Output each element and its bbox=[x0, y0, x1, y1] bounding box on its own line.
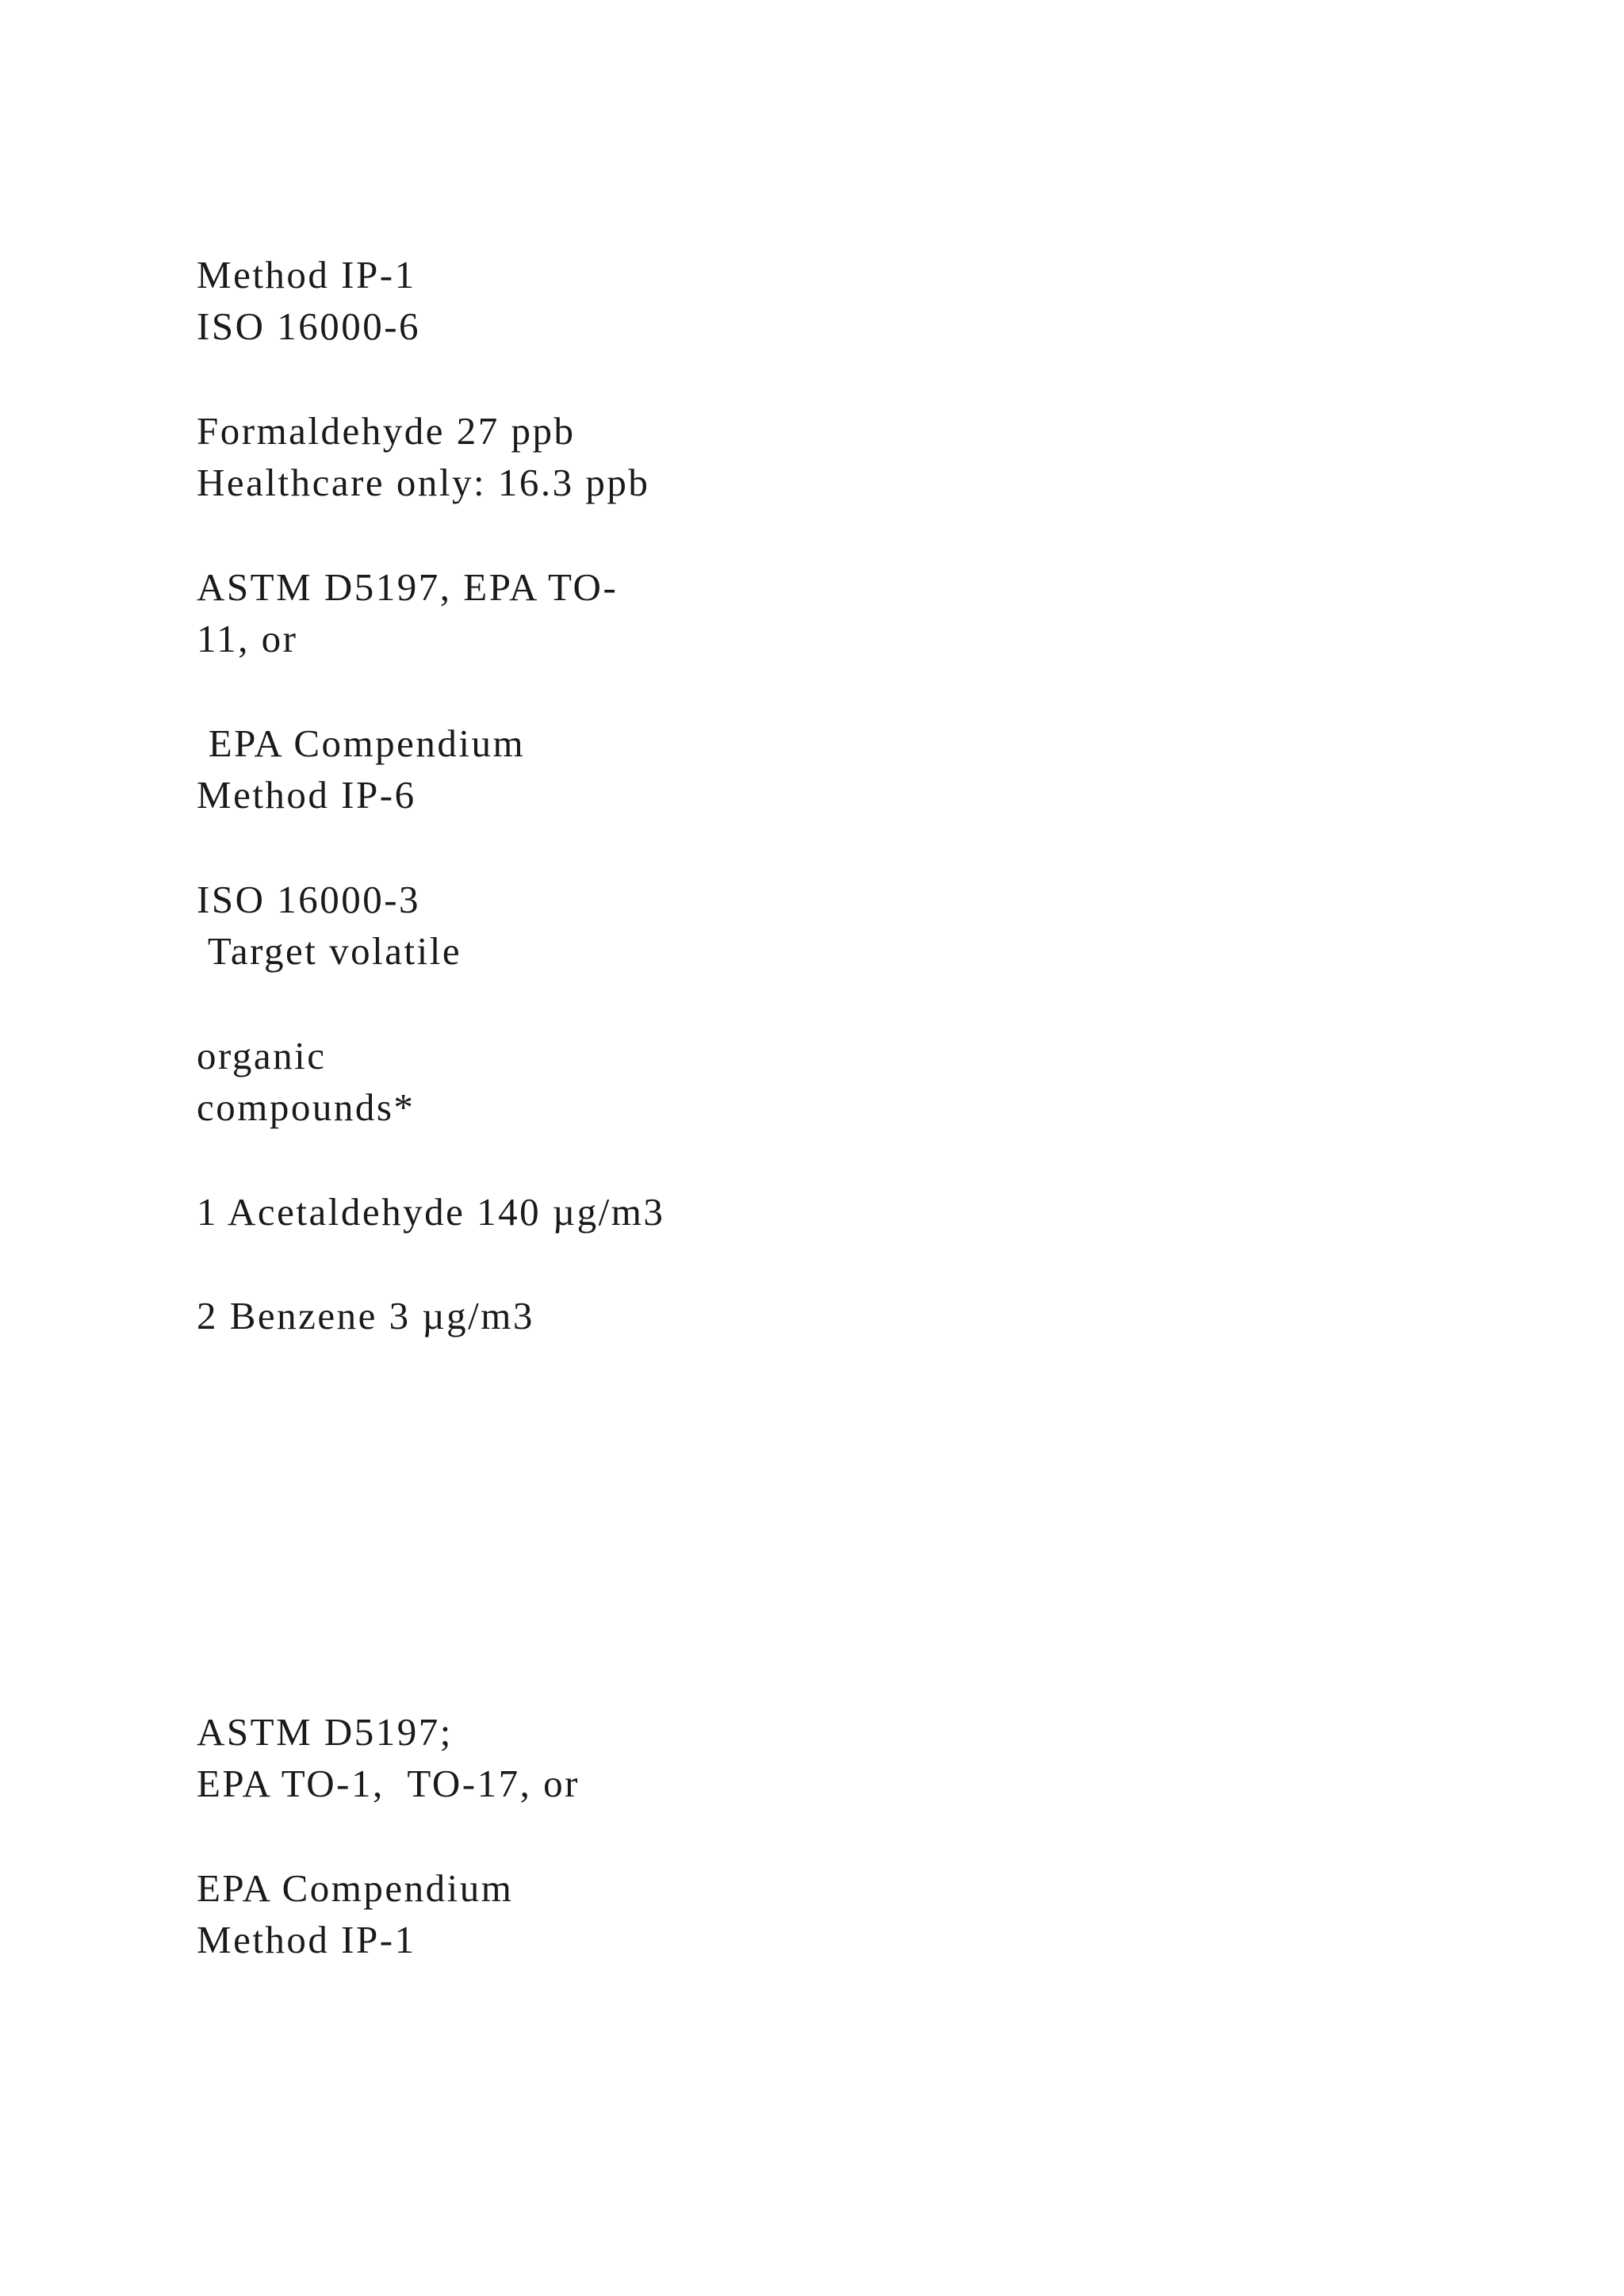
text-line: Healthcare only: 16.3 ppb bbox=[197, 461, 650, 504]
text-line: organic bbox=[197, 1034, 327, 1077]
text-line: compounds* bbox=[197, 1085, 416, 1129]
text-line: 2 Benzene 3 µg/m3 bbox=[197, 1294, 534, 1337]
text-line: Formaldehyde 27 ppb bbox=[197, 409, 576, 453]
text-line: Method IP-6 bbox=[197, 773, 416, 817]
text-line: Method IP-1 bbox=[197, 253, 416, 297]
text-line: 11, or bbox=[197, 617, 298, 660]
text-line: 1 Acetaldehyde 140 µg/m3 bbox=[197, 1190, 665, 1234]
text-line: ISO 16000-3 bbox=[197, 878, 421, 921]
text-line: ASTM D5197, EPA TO- bbox=[197, 565, 619, 609]
text-line: ASTM D5197; bbox=[197, 1710, 453, 1754]
text-line: EPA Compendium bbox=[197, 1866, 514, 1910]
text-line: EPA Compendium bbox=[197, 721, 526, 765]
text-line: ISO 16000-6 bbox=[197, 304, 421, 348]
text-line: EPA TO-1, TO-17, or bbox=[197, 1762, 580, 1805]
text-line: Target volatile bbox=[197, 929, 462, 973]
text-line: Method IP-1 bbox=[197, 1918, 416, 1961]
